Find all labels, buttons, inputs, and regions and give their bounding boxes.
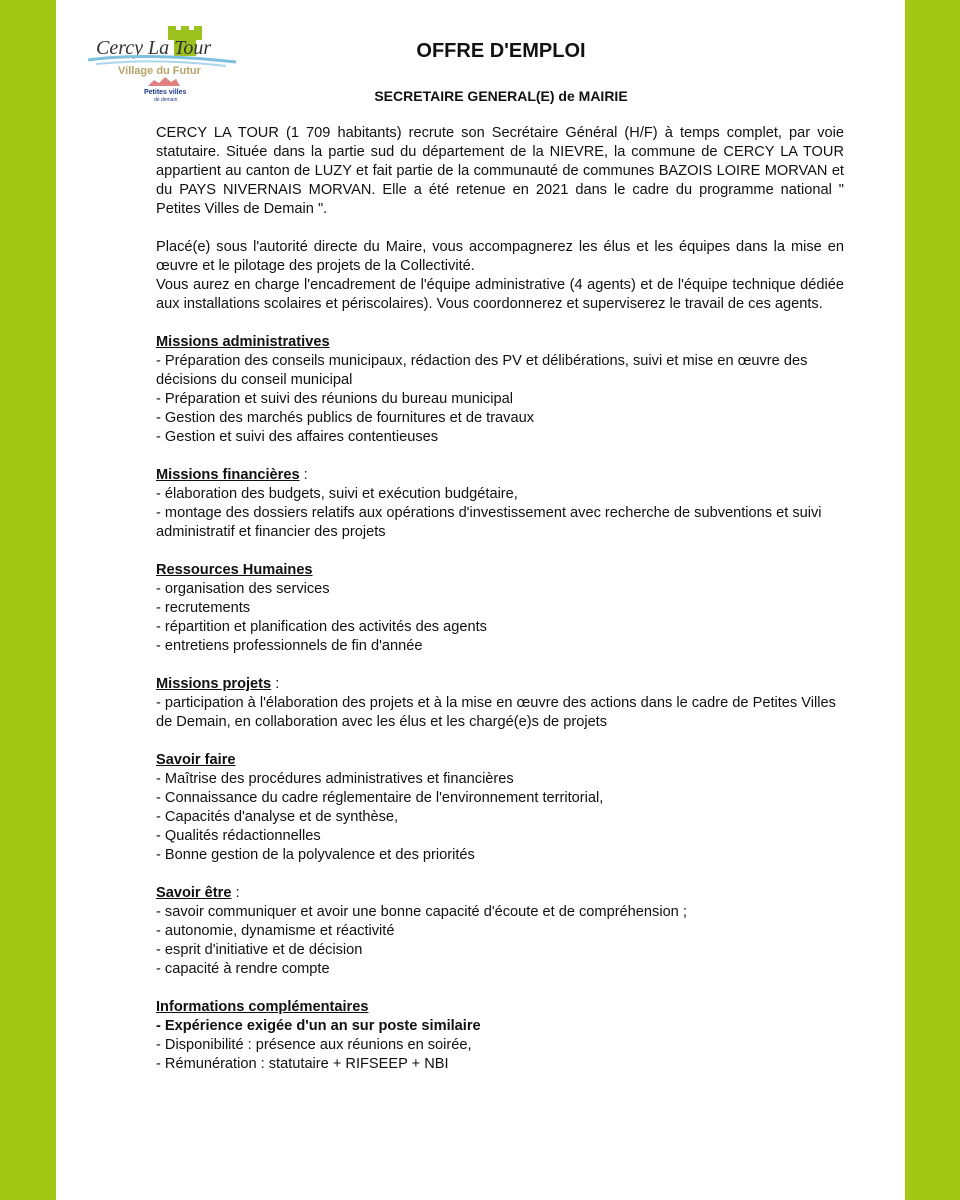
job-title: SECRETAIRE GENERAL(E) de MAIRIE [374, 88, 628, 104]
list-item: - savoir communiquer et avoir une bonne capacité d'écoute et de compréhension ; [156, 904, 687, 920]
section-heading-text: Ressources Humaines [156, 562, 313, 578]
job-description [156, 124, 844, 1074]
section-heading-text: Savoir être [156, 885, 232, 901]
section-missions-administratives [156, 333, 844, 447]
list-item: - Bonne gestion de la polyvalence et des priorités [156, 847, 475, 863]
svg-text:de demain: de demain [154, 97, 178, 103]
list-item: - participation à l'élaboration des projets et à la mise en œuvre des actions dans le cadre de Petites Villes de Demain, en collaboration avec les élus et les chargé(e)s de projets [156, 695, 836, 730]
list-item: - élaboration des budgets, suivi et exécution budgétaire, [156, 486, 518, 502]
page-title: OFFRE D'EMPLOI [416, 40, 586, 62]
svg-text:Petites villes: Petites villes [144, 89, 187, 96]
list-item: - Préparation des conseils municipaux, rédaction des PV et délibérations, suivi et mise en œuvre des décisions du conseil municipal [156, 353, 808, 388]
section-savoir-faire [156, 751, 844, 865]
list-item: - montage des dossiers relatifs aux opérations d'investissement avec recherche de subventions et suivi administratif et financier des projets [156, 505, 822, 540]
list-item: - autonomie, dynamisme et réactivité [156, 923, 395, 939]
section-heading-text: Missions administratives [156, 334, 330, 350]
list-item: - esprit d'initiative et de décision [156, 942, 363, 958]
svg-text:Cercy La Tour: Cercy La Tour [96, 37, 212, 59]
section-heading-suffix: : [271, 676, 280, 692]
list-item: - Maîtrise des procédures administratives et financières [156, 771, 514, 787]
list-item: - Préparation et suivi des réunions du bureau municipal [156, 391, 513, 407]
management-paragraph: Vous aurez en charge l'encadrement de l'équipe administrative (4 agents) et de l'équipe technique dédiée aux installations scolaires et périscolaires). Vous coordonnerez et superviserez le travail de ces agents. [156, 277, 844, 312]
list-item: - répartition et planification des activités des agents [156, 619, 487, 635]
section-heading-text: Missions financières [156, 467, 300, 483]
section-heading [156, 884, 844, 903]
list-item: - Qualités rédactionnelles [156, 828, 321, 844]
section-ressources-humaines [156, 561, 844, 656]
section-informations-compl-mentaires [156, 998, 844, 1074]
section-heading [156, 561, 844, 580]
role-paragraph: Placé(e) sous l'autorité directe du Maire, vous accompagnerez les élus et les équipes dans la mise en œuvre et le pilotage des projets de la Collectivité. [156, 239, 844, 274]
section-heading [156, 675, 844, 694]
list-item: - Expérience exigée d'un an sur poste similaire [156, 1018, 481, 1034]
list-item: - Gestion des marchés publics de fournitures et de travaux [156, 410, 535, 426]
list-item: - capacité à rendre compte [156, 961, 330, 977]
section-savoir-tre [156, 884, 844, 979]
list-item: - Connaissance du cadre réglementaire de l'environnement territorial, [156, 790, 604, 806]
section-heading [156, 466, 844, 485]
section-missions-projets [156, 675, 844, 732]
list-item: - entretiens professionnels de fin d'année [156, 638, 423, 654]
cercy-la-tour-logo [86, 22, 246, 104]
document-page [56, 0, 905, 1200]
section-heading-suffix: : [231, 885, 240, 901]
list-item: - Disponibilité : présence aux réunions en soirée, [156, 1037, 472, 1053]
list-item: - Rémunération : statutaire + RIFSEEP + NBI [156, 1056, 449, 1072]
section-heading [156, 751, 844, 770]
section-heading [156, 333, 844, 352]
section-heading-text: Missions projets [156, 676, 272, 692]
svg-text:Village du Futur: Village du Futur [118, 65, 201, 77]
list-item: - recrutements [156, 600, 251, 616]
list-item: - Capacités d'analyse et de synthèse, [156, 809, 399, 825]
intro-paragraph: CERCY LA TOUR (1 709 habitants) recrute son Secrétaire Général (H/F) à temps complet, par voie statutaire. Située dans la partie sud du département de la NIEVRE, la commune de CERCY LA TOUR appartient au canton de LUZY et fait partie de la communauté de communes BAZOIS LOIRE MORVAN et du PAYS NIVERNAIS MORVAN. Elle a été retenue en 2021 dans le cadre du programme national " Petites Villes de Demain ". [156, 125, 844, 217]
section-missions-financi-res [156, 466, 844, 542]
section-heading [156, 998, 844, 1017]
section-heading-text: Informations complémentaires [156, 999, 369, 1015]
section-heading-suffix: : [299, 467, 308, 483]
section-heading-text: Savoir faire [156, 752, 236, 768]
list-item: - Gestion et suivi des affaires contentieuses [156, 429, 439, 445]
list-item: - organisation des services [156, 581, 330, 597]
